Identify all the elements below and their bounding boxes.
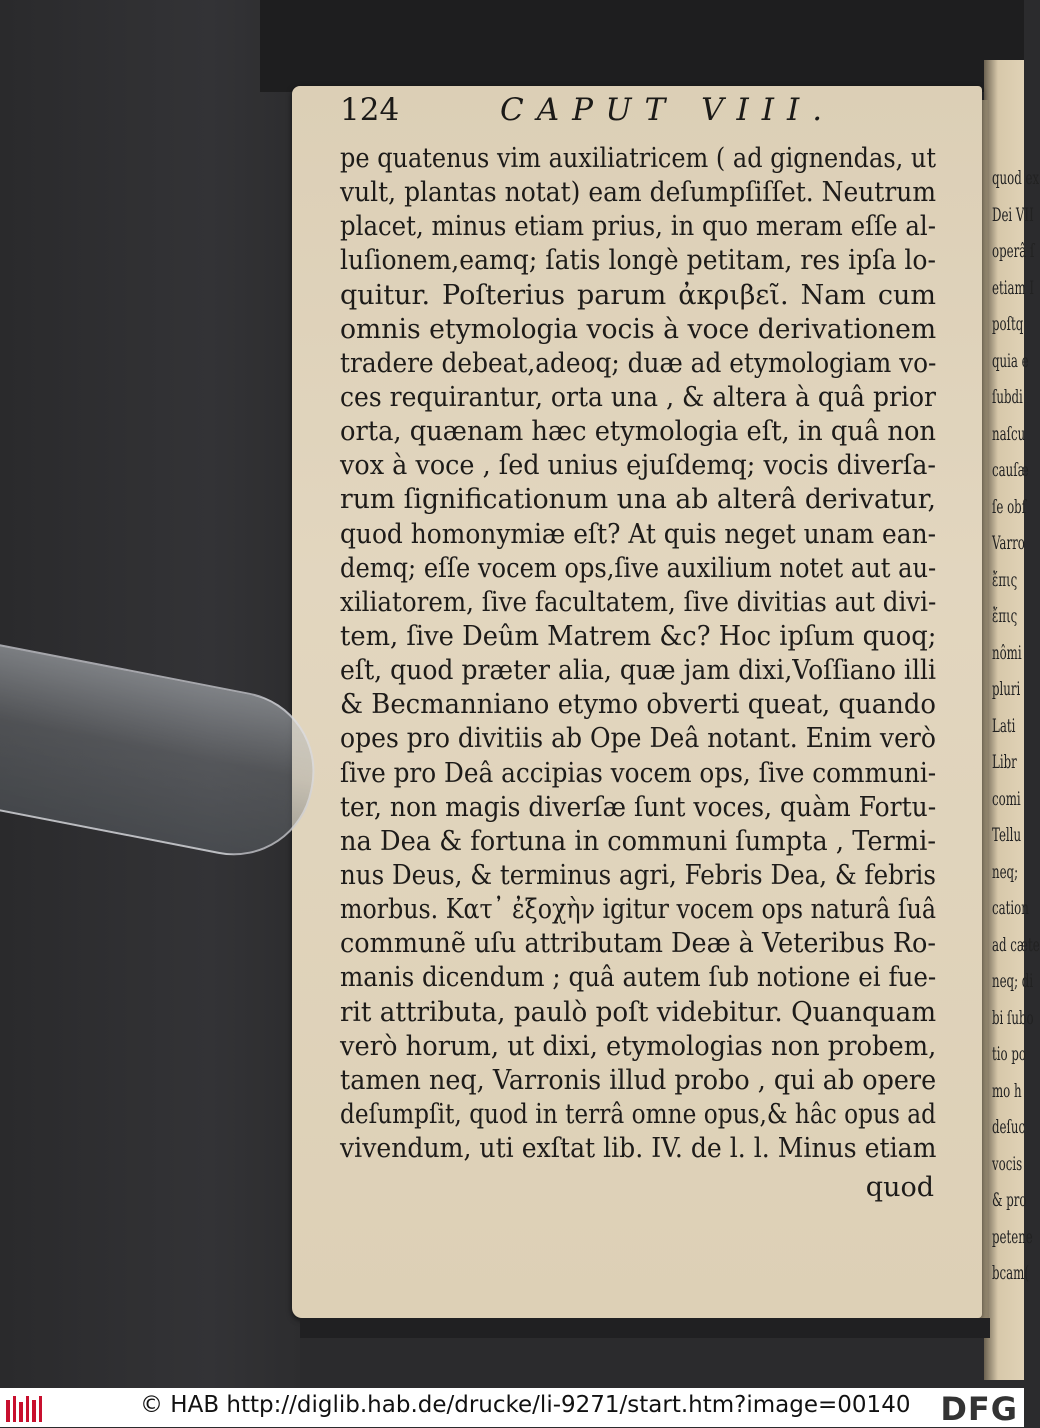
facing-page-line: vocis (992, 1152, 1023, 1175)
text-line: omnis etymologia vocis à voce derivationem (340, 313, 937, 345)
facing-page-line: Tellu (992, 824, 1022, 846)
facing-page-line: neq; (992, 860, 1019, 883)
text-line: vult, plantas notat) eam deſumpſiſſet. Neutrum (340, 177, 936, 209)
text-line: nus Deus, & terminus agri, Febris Dea, & febris (340, 859, 936, 891)
catchword: quod (865, 1172, 934, 1203)
facing-page-line: comi (992, 787, 1021, 810)
facing-page-text (992, 160, 1040, 1292)
text-line: na Dea & fortuna in communi ſumpta , Termi- (340, 825, 936, 857)
text-line: ſive pro Deâ accipias vocem ops, ſive communi- (340, 757, 937, 789)
facing-page-line: quod ex (992, 167, 1040, 189)
facing-page-line: ἔπις (992, 568, 1018, 591)
hab-logo-icon (6, 1394, 42, 1422)
footer-copyright-link[interactable]: © HAB http://diglib.hab.de/drucke/li-9271/start.htm?image=00140 (140, 1392, 911, 1418)
text-line: eſt, quod præter alia, quæ jam dixi,Voſſiano illi (340, 655, 936, 687)
facing-page-line: bi ſubo (992, 1006, 1034, 1029)
page-bottom-shadow (300, 1318, 990, 1338)
text-line: ces requirantur, orta una , & altera à quâ prior (340, 381, 936, 413)
text-line: tamen neq, Varronis illud probo , qui ab opere (340, 1064, 937, 1096)
facing-page-line: ſubdi (992, 386, 1023, 408)
facing-page-line: nômi (992, 641, 1022, 664)
facing-page-line: cation (992, 897, 1029, 919)
facing-page-line: Varro (992, 532, 1025, 554)
text-line: quitur. Poſterius parum ἀκριβεῖ. Nam cum (340, 279, 936, 311)
page-number: 124 (340, 92, 400, 128)
facing-page-line: & pro (992, 1189, 1027, 1211)
facing-page-line: Lati (992, 714, 1016, 737)
facing-page-line: pluri (992, 678, 1021, 700)
facing-page-line: operâ ſ (992, 240, 1035, 262)
text-line: tradere debeat,adeoq; duæ ad etymologiam vo- (340, 347, 937, 379)
facing-page-line: naſcu (992, 422, 1026, 445)
page-header (340, 92, 940, 136)
text-line: quod homonymiæ eſt? At quis neget unam ean- (340, 518, 936, 550)
facing-page (984, 60, 1040, 1380)
facing-page-line: etiam I (992, 276, 1035, 299)
dfg-logo: DFG (940, 1390, 1018, 1428)
running-title: CAPUT VIII. (500, 92, 836, 128)
facing-page-line: Libr (992, 751, 1017, 773)
text-line: opes pro divitiis ab Ope Deâ notant. Enim verò (340, 723, 936, 755)
facing-page-line: petene (992, 1225, 1033, 1248)
facing-page-line: tio po (992, 1043, 1026, 1065)
facing-page-line: ſe obſ (992, 495, 1027, 518)
text-line: communẽ uſu attributam Deæ à Veteribus Ro- (340, 928, 936, 960)
facing-page-line: Dei VII (992, 203, 1034, 226)
text-line: ter, non magis diverſæ ſunt voces, quàm Fortu- (340, 791, 937, 823)
body-text (340, 142, 936, 1166)
facing-page-line: ἔπις (992, 605, 1018, 627)
facing-page-line: mo h (992, 1079, 1022, 1102)
text-line: rum ſignificationum una ab alterâ derivatur, (340, 484, 936, 516)
facing-page-line: neq; di (992, 970, 1034, 992)
footer-bar (0, 1388, 1024, 1427)
text-line: tem, ſive Deûm Matrem &c? Hoc ipſum quoq; (340, 620, 937, 652)
facing-page-line: cauſæ (992, 459, 1029, 481)
text-line: & Becmanniano etymo obverti queat, quando (340, 689, 936, 721)
facing-page-line: quia e (992, 349, 1029, 372)
text-line: rit attributa, paulò poſt videbitur. Quanquam (340, 996, 937, 1028)
text-line: morbus. Κατ᾽ ἐξοχὴν igitur vocem ops naturâ ſuâ (340, 894, 936, 926)
facing-page-line: ad cæte (992, 933, 1040, 956)
facing-page-line: poſtq (992, 313, 1024, 335)
text-line: manis dicendum ; quâ autem ſub notione ei fue- (340, 962, 937, 994)
text-line: placet, minus etiam prius, in quo meram eſſe al- (340, 211, 936, 243)
text-line: pe quatenus vim auxiliatricem ( ad gignendas, ut (340, 143, 936, 174)
text-line: vox à voce , ſed unius ejuſdemq; vocis diverſa- (340, 450, 936, 482)
text-line: verò horum, ut dixi, etymologias non probem, (340, 1030, 937, 1062)
dark-background-top (260, 0, 1024, 92)
text-line: xiliatorem, ſive facultatem, ſive divitias aut divi- (340, 586, 937, 618)
facing-page-line: bcam( (992, 1262, 1029, 1284)
text-line: vivendum, uti exſtat lib. IV. de l. l. Minus etiam (340, 1133, 937, 1165)
text-line: luſionem,eamq; ſatis longè petitam, res ipſa lo- (340, 245, 936, 277)
text-line: orta, quænam hæc etymologia eſt, in quâ non (340, 416, 936, 448)
facing-page-line: deſuc (992, 1116, 1026, 1138)
text-line: demq; eſſe vocem ops,ſive auxilium notet aut au- (340, 552, 937, 584)
text-line: deſumpſit, quod in terrâ omne opus,& hâc opus ad (340, 1098, 936, 1130)
